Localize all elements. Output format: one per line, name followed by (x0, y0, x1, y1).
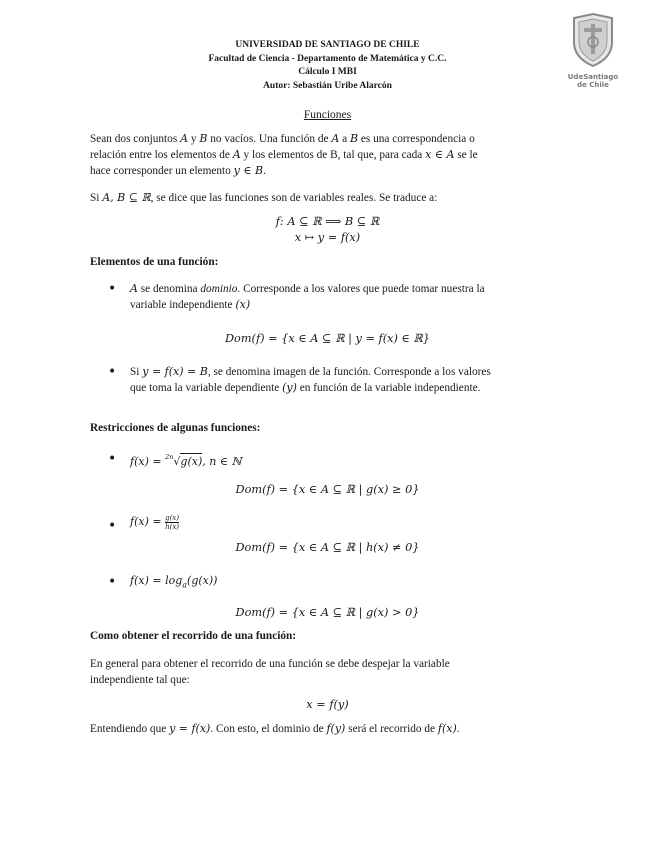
inverse-formula: x = f(y) (306, 698, 349, 711)
page-title: Funciones (303, 109, 352, 121)
logo-line-2: de Chile (577, 81, 609, 89)
restrictions-heading: Restricciones de algunas funciones: (90, 422, 261, 434)
bullet-icon: • (108, 364, 117, 380)
faculty-name: Facultad de Ciencia - Departamento de Matemática y C.C. (208, 53, 447, 64)
function-mapping-formula: x ↦ y = f(x) (294, 231, 361, 244)
log-domain-formula: Dom(f) = {x ∈ A ⊆ ℝ | g(x) > 0} (235, 606, 420, 619)
root-restriction: f(x) = $^{2n}$√g(x), n ∈ ℕ (130, 453, 242, 468)
domain-formula: Dom(f) = {x ∈ A ⊆ ℝ | y = f(x) ∈ ℝ} (224, 332, 430, 345)
logo-line-1: UdeSantiago (567, 73, 619, 81)
bullet-icon: • (108, 451, 117, 467)
image-bullet-text: Si y = f(x) = B, se denomina imagen de la función. Corresponde a los valores que toma la variable dependiente (y) en función de la variable independiente. (130, 365, 491, 394)
elements-heading: Elementos de una función: (90, 256, 219, 268)
conclusion-paragraph: Entendiendo que y = f(x). Con esto, el dominio de f(y) será el recorrido de f(x). (90, 722, 460, 735)
course-name: Cálculo I MBI (298, 67, 357, 77)
fraction-domain-formula: Dom(f) = {x ∈ A ⊆ ℝ | h(x) ≠ 0} (235, 541, 420, 554)
bullet-icon: • (108, 281, 117, 297)
log-restriction: $f(x) = \log_a(g(x))$ (130, 574, 218, 590)
domain-bullet-text: A se denomina dominio. Corresponde a los valores que puede tomar nuestra la variable independiente (x) (130, 282, 485, 311)
range-paragraph: En general para obtener el recorrido de una función se debe despejar la variable independiente tal que: (90, 658, 450, 686)
fraction-restriction: f(x) = $\frac{g(x)}{h(x)}$ (130, 514, 179, 531)
university-name: UNIVERSIDAD DE SANTIAGO DE CHILE (235, 40, 420, 50)
root-domain-formula: Dom(f) = {x ∈ A ⊆ ℝ | g(x) ≥ 0} (235, 483, 420, 496)
intro-paragraph: Sean dos conjuntos A y B no vacíos. Una función de A a B es una correspondencia o relación entre los elementos de A y los elementos de B, tal que, para cada x ∈ A se le hace corresponder un elemento y ∈ B. (90, 132, 478, 177)
document-header (0, 39, 655, 93)
bullet-icon: • (108, 518, 117, 534)
function-definition-formula: f: A ⊆ ℝ ⟹ B ⊆ ℝ (275, 215, 380, 228)
real-variables-paragraph: Si A, B ⊆ ℝ, se dice que las funciones son de variables reales. Se traduce a: (90, 191, 438, 204)
range-heading: Como obtener el recorrido de una función: (90, 630, 297, 642)
bullet-icon: • (108, 574, 117, 590)
author-name: Autor: Sebastián Uribe Alarcón (263, 80, 392, 91)
